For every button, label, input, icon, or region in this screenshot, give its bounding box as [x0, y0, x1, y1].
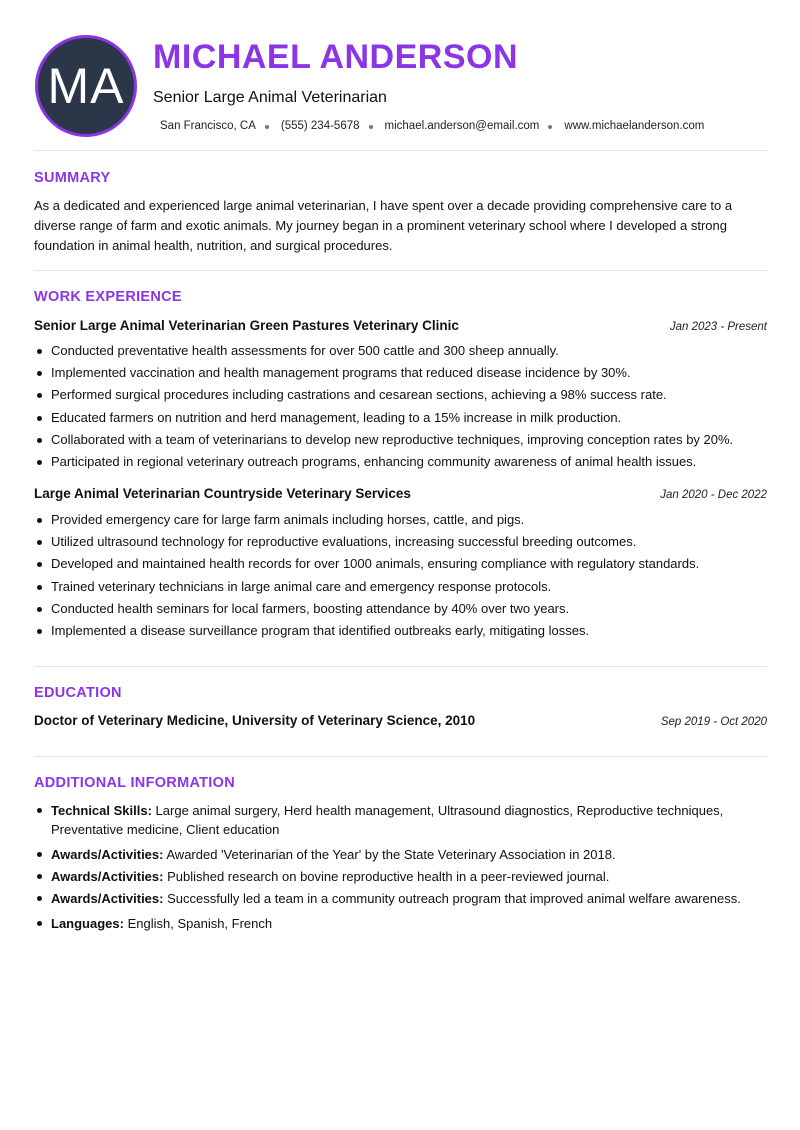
divider	[34, 150, 767, 151]
list-item	[34, 801, 769, 839]
list-item: Implemented vaccination and health management programs that reduced disease incidence by 30%.	[34, 362, 774, 384]
item-text: English, Spanish, French	[127, 916, 273, 931]
job-1-bullets	[34, 340, 774, 473]
divider	[34, 666, 767, 667]
avatar	[35, 35, 137, 137]
item-text: Successfully led a team in a community outreach program that improved animal welfare awareness.	[167, 891, 741, 906]
list-item	[34, 914, 769, 933]
education-entry	[34, 713, 767, 731]
education-dates: Sep 2019 - Oct 2020	[660, 716, 767, 728]
degree: Doctor of Veterinary Medicine, University of Veterinary Science, 2010	[34, 713, 476, 728]
candidate-name: MICHAEL ANDERSON	[153, 38, 519, 76]
additional-info-list	[34, 801, 769, 933]
avatar-initials: MA	[47, 58, 125, 114]
item-label: Awards/Activities:	[51, 847, 164, 862]
contact-line	[160, 120, 704, 132]
list-item	[34, 889, 769, 908]
item-text: Large animal surgery, Herd health management, Ultrasound diagnostics, Reproductive techniques, Preventative medicine, Client education	[51, 803, 724, 837]
contact-location: San Francisco, CA	[160, 120, 256, 132]
separator-dot-icon	[369, 125, 373, 129]
list-item: Performed surgical procedures including castrations and cesarean sections, achieving a 98% success rate.	[34, 384, 774, 406]
list-item: Participated in regional veterinary outreach programs, enhancing community awareness of animal health issues.	[34, 451, 774, 473]
list-item: Educated farmers on nutrition and herd management, leading to a 15% increase in milk production.	[34, 407, 774, 429]
job-title: Senior Large Animal Veterinarian	[153, 89, 387, 106]
item-label: Awards/Activities:	[51, 891, 164, 906]
additional-info-heading: ADDITIONAL INFORMATION	[34, 775, 235, 791]
work-experience-heading: WORK EXPERIENCE	[34, 289, 182, 305]
item-text: Awarded 'Veterinarian of the Year' by the State Veterinary Association in 2018.	[166, 847, 616, 862]
item-label: Languages:	[51, 916, 124, 931]
job-header	[34, 486, 767, 504]
separator-dot-icon	[265, 125, 269, 129]
contact-website[interactable]: www.michaelanderson.com	[564, 120, 705, 132]
item-label: Awards/Activities:	[51, 869, 164, 884]
list-item: Trained veterinary technicians in large animal care and emergency response protocols.	[34, 576, 774, 598]
list-item: Conducted health seminars for local farmers, boosting attendance by 40% over two years.	[34, 598, 774, 620]
list-item: Utilized ultrasound technology for reproductive evaluations, increasing successful breeding outcomes.	[34, 531, 774, 553]
job-2-dates: Jan 2020 - Dec 2022	[660, 489, 767, 501]
list-item: Developed and maintained health records for over 1000 animals, ensuring compliance with regulatory standards.	[34, 553, 774, 575]
list-item: Collaborated with a team of veterinarians to develop new reproductive techniques, improving conception rates by 20%.	[34, 429, 774, 451]
list-item: Implemented a disease surveillance program that identified outbreaks early, mitigating losses.	[34, 620, 774, 642]
summary-heading: SUMMARY	[34, 170, 111, 186]
job-header	[34, 318, 767, 336]
list-item: Provided emergency care for large farm animals including horses, cattle, and pigs.	[34, 509, 774, 531]
education-heading: EDUCATION	[34, 685, 122, 701]
divider	[34, 756, 767, 757]
list-item	[34, 867, 769, 886]
contact-email[interactable]: michael.anderson@email.com	[384, 120, 540, 132]
job-2-title: Large Animal Veterinarian Countryside Veterinary Services	[34, 486, 411, 501]
contact-phone: (555) 234-5678	[280, 120, 360, 132]
summary-text: As a dedicated and experienced large animal veterinarian, I have spent over a decade providing comprehensive care to a diverse range of farm and exotic animals. My journey began in a prominent veterinary school where I developed a strong foundation in animal health, nutrition, and surgical procedures.	[34, 198, 733, 253]
item-label: Technical Skills:	[51, 803, 152, 818]
separator-dot-icon	[548, 125, 552, 129]
list-item: Conducted preventative health assessments for over 500 cattle and 300 sheep annually.	[34, 340, 774, 362]
job-1-dates: Jan 2023 - Present	[669, 321, 767, 333]
job-1-title: Senior Large Animal Veterinarian Green Pastures Veterinary Clinic	[34, 318, 459, 333]
divider	[34, 270, 767, 271]
item-text: Published research on bovine reproductive health in a peer-reviewed journal.	[167, 869, 610, 884]
job-2-bullets	[34, 509, 774, 642]
list-item	[34, 845, 769, 864]
